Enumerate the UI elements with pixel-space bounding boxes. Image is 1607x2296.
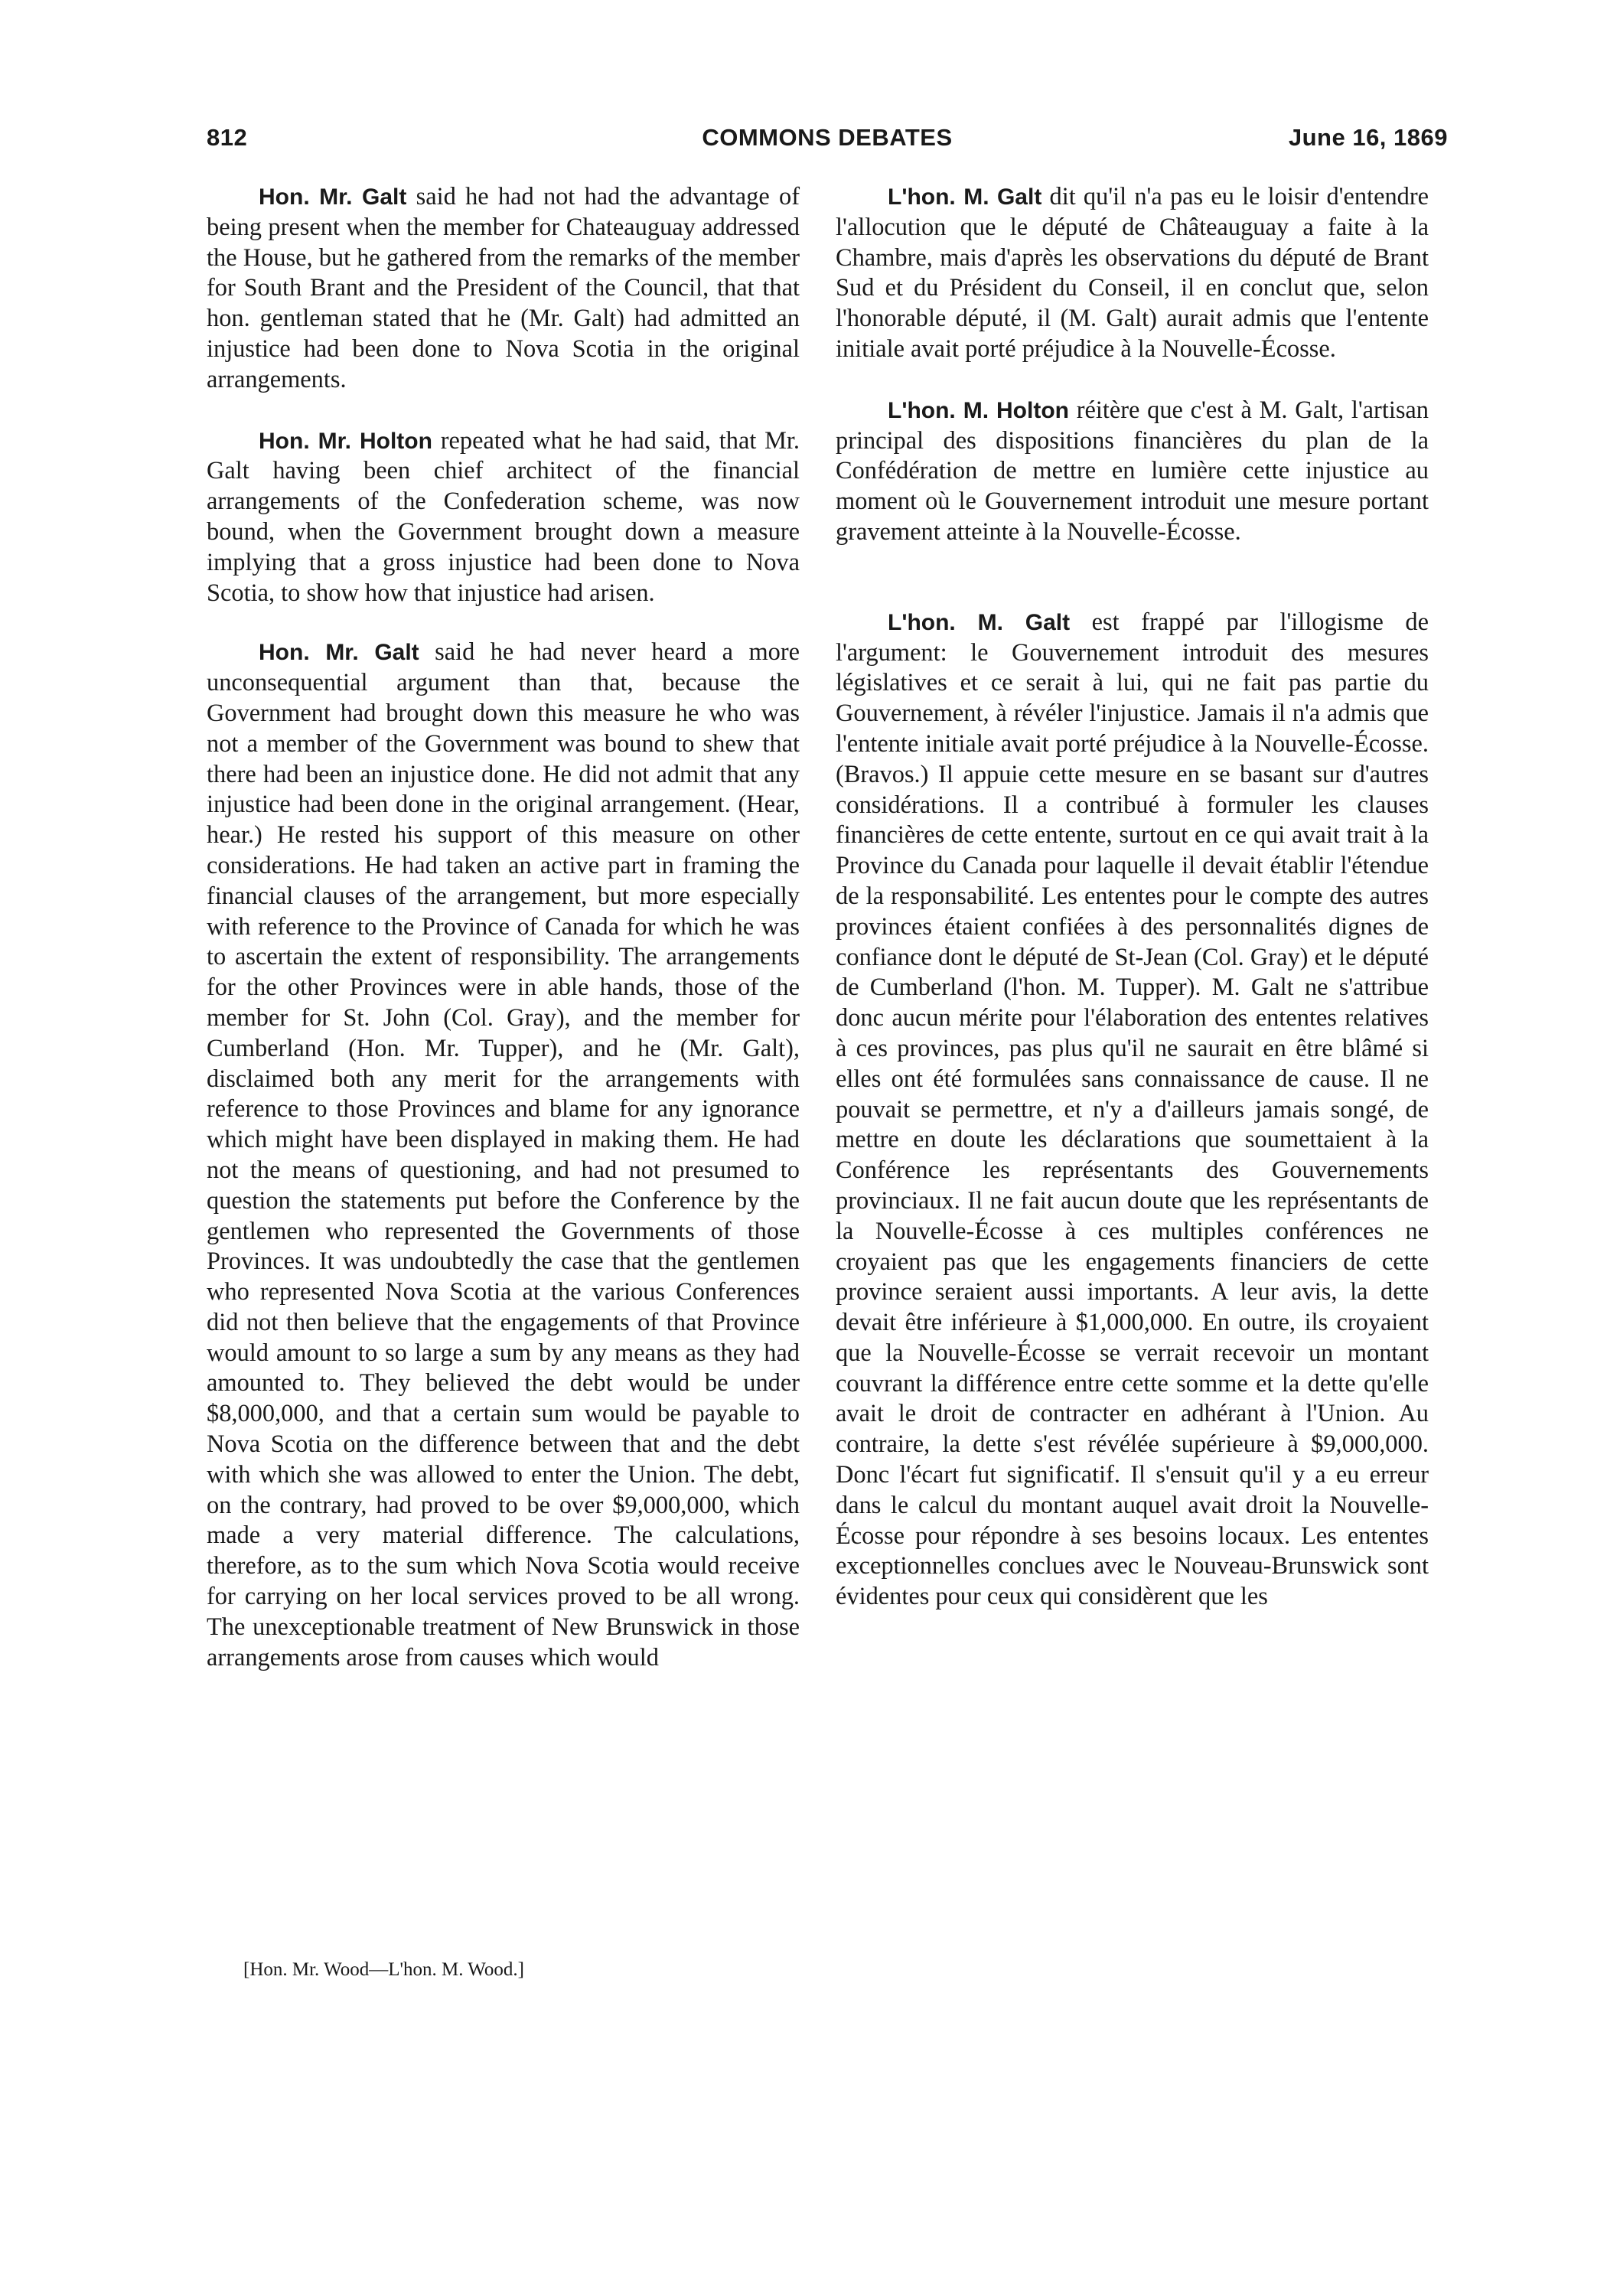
- paragraph-text: said he had not had the advantage of being present when the member for Chateauguay addressed the House, but he gathered from the remarks of the member for South Brant and the President of the Council, that that hon. gentleman stated that he (Mr. Galt) had admitted an injustice had been done to Nova Scotia in the original arrangements.: [207, 183, 800, 393]
- french-column: [836, 182, 1429, 1613]
- footer-note: [Hon. Mr. Wood—L'hon. M. Wood.]: [243, 1959, 524, 1980]
- page-number: 812: [207, 124, 248, 151]
- paragraph-text: est frappé par l'illogisme de l'argument: le Gouvernement introduit des mesures législatives et ce serait à lui, qui ne fait pas partie du Gouvernement, à révéler l'injustice. Jamais il n'a admis que l'entente initiale avait porté préjudice à la Nouvelle-Écosse. (Bravos.) Il appuie cette mesure en se basant sur d'autres considérations. Il a contribué à formuler les clauses financières de cette entente, surtout en ce qui avait trait à la Province du Canada pour laquelle il devait établir l'étendue de la responsabilité. Les ententes pour le compte des autres provinces étaient confiées à des personnalités dignes de confiance dont le député de St-Jean (Col. Gray) et le député de Cumberland (l'hon. M. Tupper). M. Galt ne s'attribue donc aucun mérite pour l'élaboration des ententes relatives à ces provinces, pas plus qu'il ne saurait en être blâmé si elles ont été formulées sans connaissance de cause. Il ne pouvait se permettre, et n'y a d'ailleurs jamais songé, de mettre en doute les déclarations que soumettaient à la Conférence les représentants des Gouvernements provinciaux. Il ne fait aucun doute que les représentants de la Nouvelle-Écosse à ces multiples conférences ne croyaient pas que les engagements financiers de cette province seraient aussi importants. A leur avis, la dette devait être inférieure à $1,000,000. En outre, ils croyaient que la Nouvelle-Écosse se verrait recevoir un montant couvrant la différence entre cette somme et la dette qu'elle avait le droit de contracter en adhérant à l'Union. Au contraire, la dette s'est révélée supérieure à $9,000,000. Donc l'écart fut significatif. Il s'ensuit qu'il y a eu erreur dans le calcul du montant auquel avait droit la Nouvelle-Écosse pour répondre à ses besoins locaux. Les ententes exceptionnelles conclues avec le Nouveau-Brunswick sont évidentes pour ceux qui considèrent que les: [836, 608, 1429, 1611]
- english-column: [207, 182, 800, 1673]
- paragraph-galt-2: [207, 638, 800, 1673]
- speaker-name: L'hon. M. Galt: [888, 609, 1071, 635]
- paragraph-text: réitère que c'est à M. Galt, l'artisan principal des dispositions financières du plan de la Confédération de mettre en lumière cette injustice au moment où le Gouvernement introduit une mesure portant gravement atteinte à la Nouvelle-Écosse.: [836, 396, 1429, 546]
- speaker-name: Hon. Mr. Holton: [259, 428, 432, 454]
- paragraph-galt-1-fr: [836, 182, 1429, 365]
- paragraph-text: dit qu'il n'a pas eu le loisir d'entendre l'allocution que le député de Châteauguay a faite à la Chambre, mais d'après les observations du député de Brant Sud et du Président du Conseil, il en conclut que, selon l'honorable député, il (M. Galt) aurait admis que l'entente initiale avait porté préjudice à la Nouvelle-Écosse.: [836, 183, 1429, 363]
- speaker-name: L'hon. M. Holton: [888, 397, 1069, 423]
- paragraph-text: repeated what he had said, that Mr. Galt having been chief architect of the financial arrangements of the Confederation scheme, was now bound, when the Government brought down a measure implying that a gross injustice had been done to Nova Scotia, to show how that injustice had arisen.: [207, 426, 800, 607]
- paragraph-galt-2-fr: [836, 608, 1429, 1613]
- speaker-name: Hon. Mr. Galt: [259, 640, 419, 666]
- speaker-name: Hon. Mr. Galt: [259, 184, 407, 210]
- paragraph-holton-fr: [836, 396, 1429, 548]
- speaker-name: L'hon. M. Galt: [888, 184, 1042, 210]
- running-title: COMMONS DEBATES: [702, 124, 953, 151]
- paragraph-galt-1: [207, 182, 800, 396]
- page-date: June 16, 1869: [1288, 124, 1448, 151]
- paragraph-holton: [207, 426, 800, 609]
- page-header: [207, 124, 1448, 162]
- paragraph-text: said he had never heard a more unconsequential argument than that, because the Government had brought down this measure he who was not a member of the Government was bound to shew that there had been an injustice done. He did not admit that any injustice had been done in the original arrangement. (Hear, hear.) He rested his support of this measure on other considerations. He had taken an active part in framing the financial clauses of the arrangement, but more especially with reference to the Province of Canada for which he was to ascertain the extent of responsibility. The arrangements for the other Provinces were in able hands, those of the member for St. John (Col. Gray), and the member for Cumberland (Hon. Mr. Tupper), and he (Mr. Galt), disclaimed both any merit for the arrangements with reference to those Provinces and blame for any ignorance which might have been displayed in making them. He had not the means of questioning, and had not presumed to question the statements put before the Conference by the gentlemen who represented the Governments of those Provinces. It was undoubtedly the case that the gentlemen who represented Nova Scotia at the various Conferences did not then believe that the engagements of that Province would amount to so large a sum by any means as they had amounted to. They believed the debt would be under $8,000,000, and that a certain sum would be payable to Nova Scotia on the difference between that and the debt with which she was allowed to enter the Union. The debt, on the contrary, had proved to be over $9,000,000, which made a very material difference. The calculations, therefore, as to the sum which Nova Scotia would receive for carrying on her local services proved to be all wrong. The unexceptionable treatment of New Brunswick in those arrangements arose from causes which would: [207, 638, 800, 1671]
